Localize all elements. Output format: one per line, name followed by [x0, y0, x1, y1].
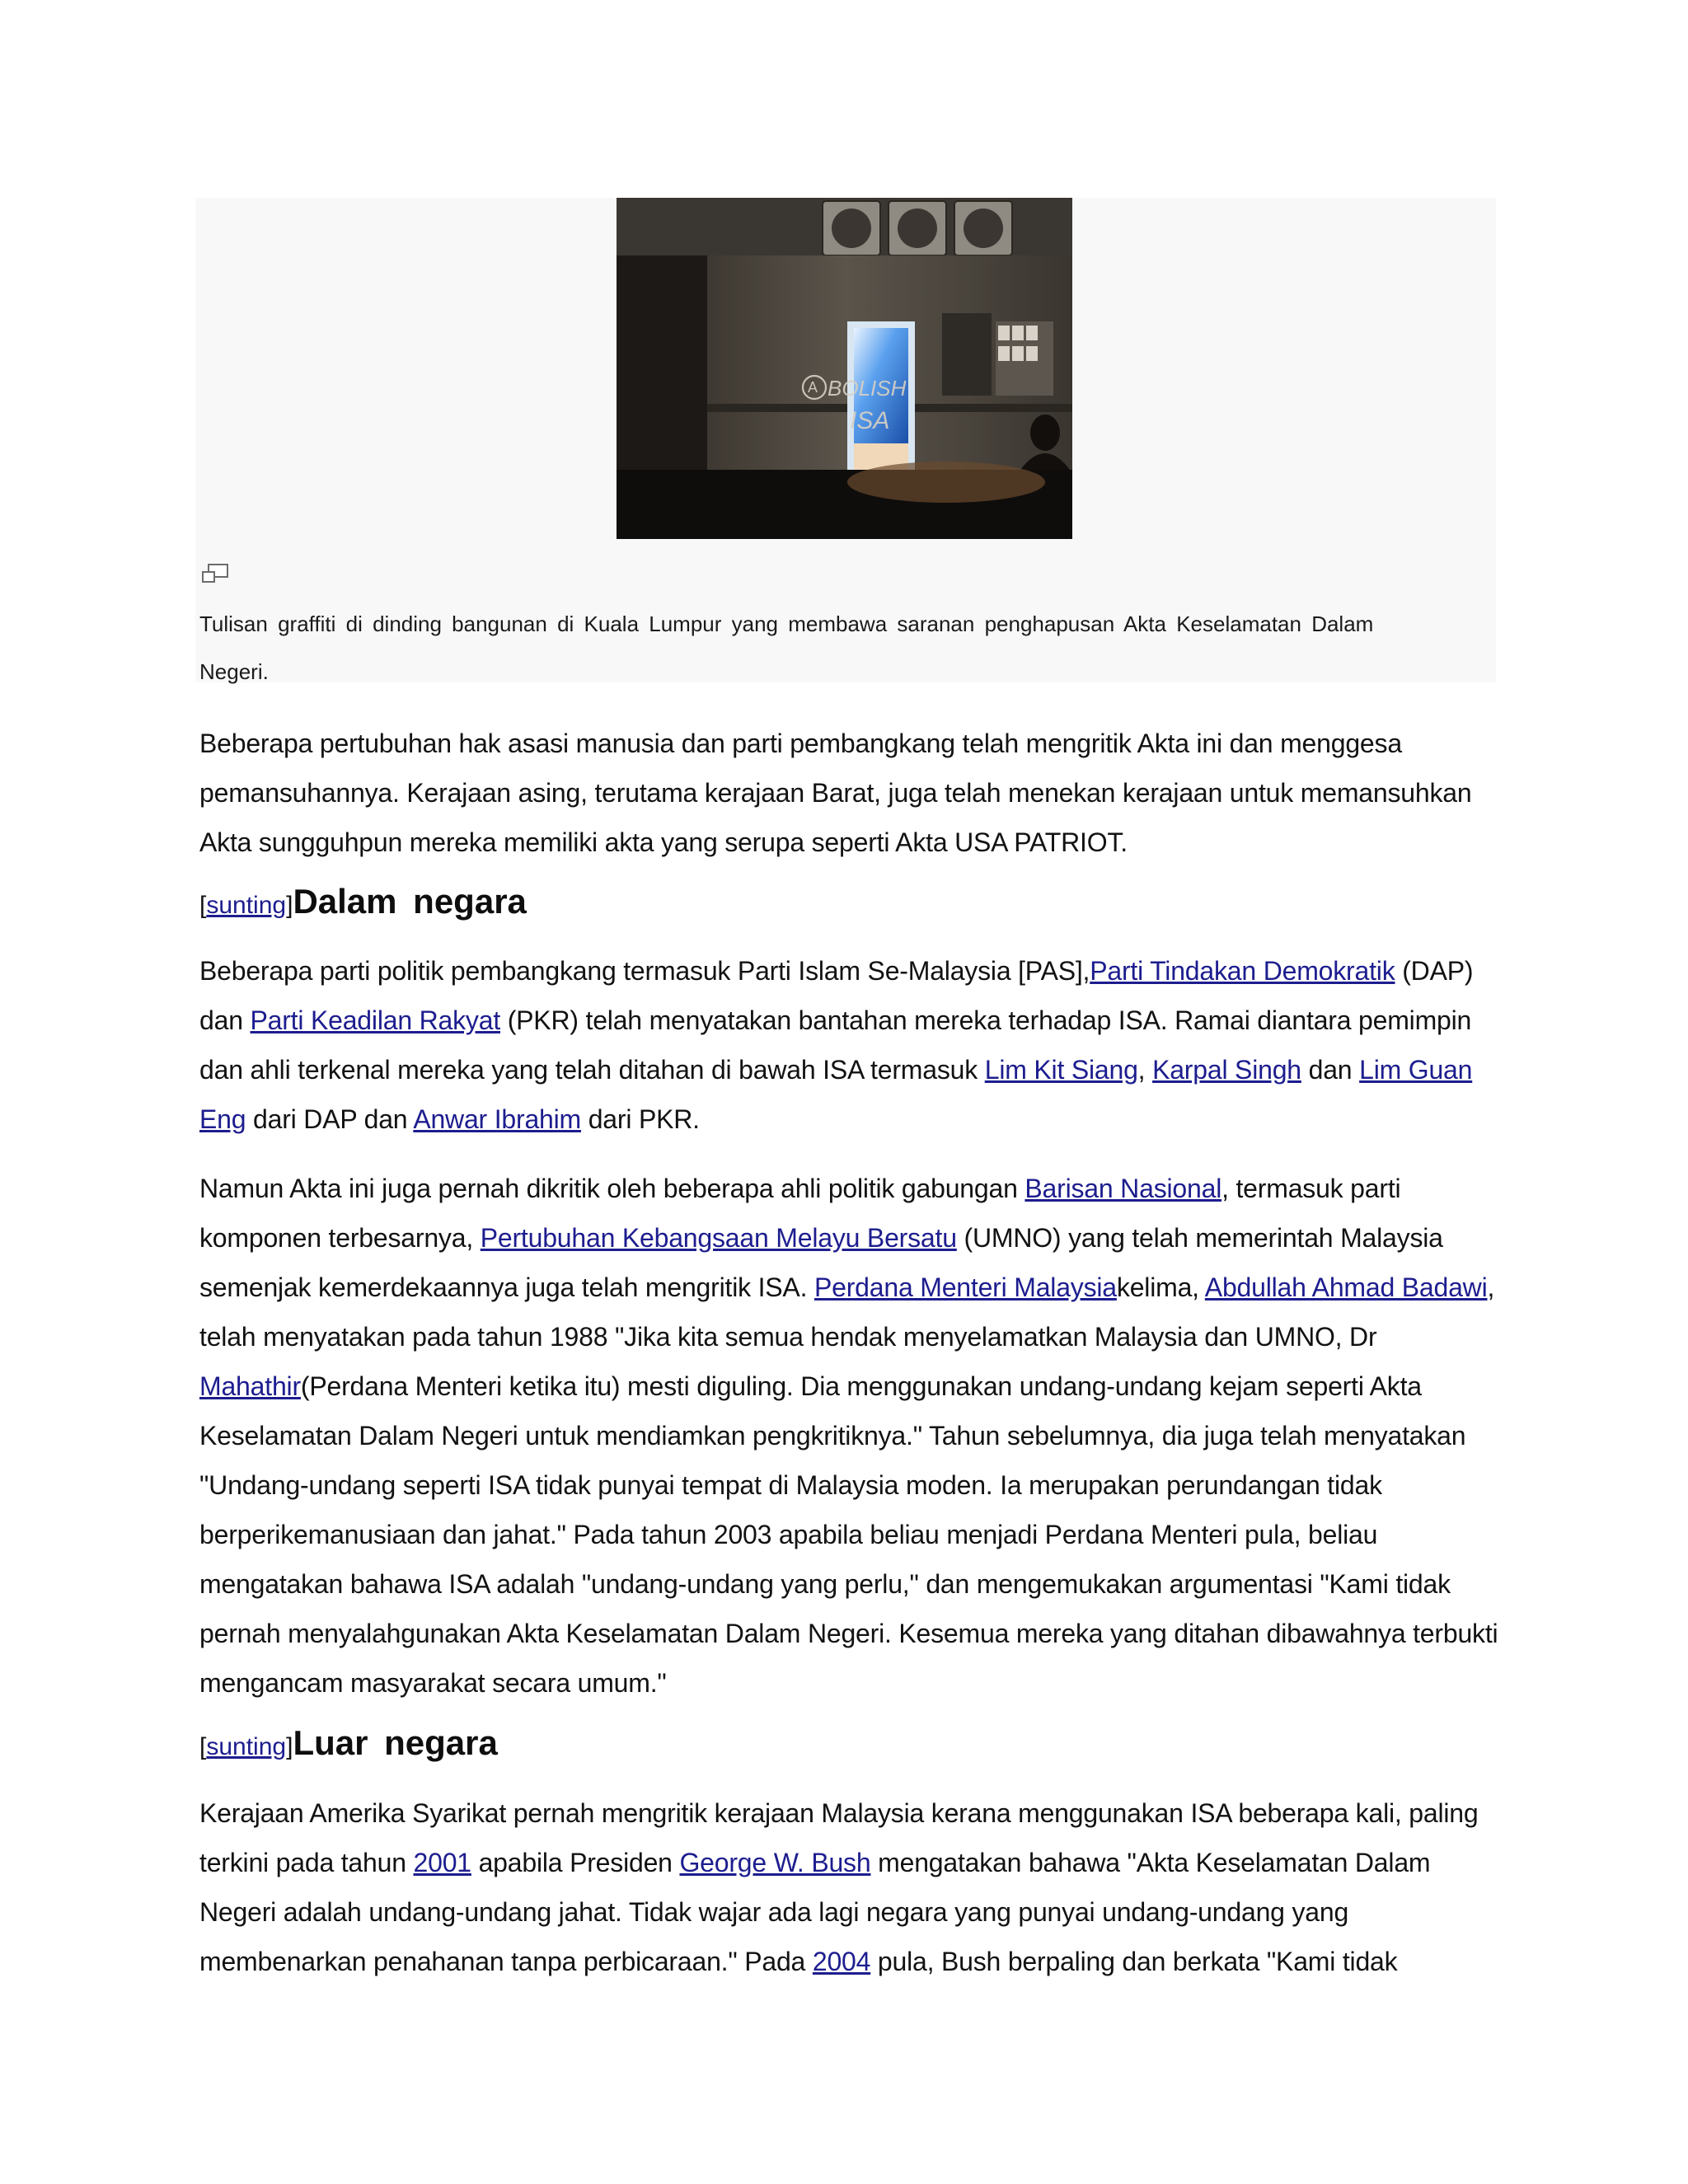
- edit-link-wrapper: [sunting]: [199, 892, 293, 919]
- link-umno[interactable]: Pertubuhan Kebangsaan Melayu Bersatu: [480, 1223, 957, 1253]
- enlarge-icon[interactable]: [201, 563, 229, 584]
- link-lim-guan-eng[interactable]: Lim Guan Eng: [199, 1055, 1473, 1134]
- graffiti-photo[interactable]: [617, 198, 1072, 539]
- link-2004[interactable]: 2004: [812, 1947, 871, 1976]
- link-lim-kit-siang[interactable]: Lim Kit Siang: [984, 1055, 1138, 1085]
- section-title: Dalam negara: [293, 882, 527, 921]
- edit-link-wrapper: [sunting]: [199, 1733, 293, 1760]
- link-barisan-nasional[interactable]: Barisan Nasional: [1025, 1174, 1222, 1203]
- image-caption: Tulisan graffiti di dinding bangunan di Kuala Lumpur yang membawa saranan penghapusan Akta Keselamatan Dalam Negeri.: [199, 612, 1374, 684]
- section-heading-dalam-negara: [199, 877, 527, 932]
- section-heading-luar-negara: [199, 1718, 498, 1774]
- link-abdullah-ahmad-badawi[interactable]: Abdullah Ahmad Badawi: [1204, 1272, 1488, 1302]
- edit-link[interactable]: sunting: [206, 1733, 287, 1760]
- link-parti-keadilan-rakyat[interactable]: Parti Keadilan Rakyat: [250, 1005, 501, 1035]
- edit-link[interactable]: sunting: [206, 892, 287, 919]
- paragraph-opposition: Beberapa parti politik pembangkang termasuk Parti Islam Se-Malaysia [PAS],Parti Tindakan Demokratik (DAP) dan Parti Keadilan Rakyat (PKR) telah menyatakan bantahan mereka terhadap ISA. Ramai diantara pemimpin dan ahli terkenal mereka yang telah ditahan di bawah ISA termasuk Lim Kit Siang, Karpal Singh dan Lim Guan Eng dari DAP dan Anwar Ibrahim dari PKR.: [199, 956, 1474, 1134]
- image-figure: [195, 198, 1496, 682]
- link-2001[interactable]: 2001: [413, 1848, 471, 1877]
- link-karpal-singh[interactable]: Karpal Singh: [1152, 1055, 1301, 1085]
- link-perdana-menteri-malaysia[interactable]: Perdana Menteri Malaysia: [814, 1272, 1117, 1302]
- paragraph-us-criticism: Kerajaan Amerika Syarikat pernah mengritik kerajaan Malaysia kerana menggunakan ISA beberapa kali, paling terkini pada tahun 2001 apabila Presiden George W. Bush mengatakan bahawa "Akta Keselamatan Dalam Negeri adalah undang-undang jahat. Tidak wajar ada lagi negara yang punyai undang-undang yang membenarkan penahanan tanpa perbicaraan." Pada 2004 pula, Bush berpaling dan berkata "Kami tidak: [199, 1798, 1479, 1976]
- svg-text:ISA: ISA: [850, 407, 890, 434]
- graffiti-photo-drawing: [617, 198, 1072, 539]
- svg-text:BOLISH: BOLISH: [828, 376, 907, 401]
- section-title: Luar negara: [293, 1723, 498, 1762]
- link-parti-tindakan-demokratik[interactable]: Parti Tindakan Demokratik: [1090, 956, 1395, 986]
- intro-paragraph: Beberapa pertubuhan hak asasi manusia dan parti pembangkang telah mengritik Akta ini dan menggesa pemansuhannya. Kerajaan asing, terutama kerajaan Barat, juga telah menekan kerajaan untuk memansuhkan Akta sungguhpun mereka memiliki akta yang serupa seperti Akta USA PATRIOT.: [199, 729, 1472, 857]
- link-anwar-ibrahim[interactable]: Anwar Ibrahim: [413, 1104, 582, 1134]
- paragraph-barisan-nasional: Namun Akta ini juga pernah dikritik oleh beberapa ahli politik gabungan Barisan Nasional, termasuk parti komponen terbesarnya, Pertubuhan Kebangsaan Melayu Bersatu (UMNO) yang telah memerintah Malaysia semenjak kemerdekaannya juga telah mengritik ISA. Perdana Menteri Malaysiakelima, Abdullah Ahmad Badawi, telah menyatakan pada tahun 1988 "Jika kita semua hendak menyelamatkan Malaysia dan UMNO, Dr Mahathir(Perdana Menteri ketika itu) mesti diguling. Dia menggunakan undang-undang kejam seperti Akta Keselamatan Dalam Negeri untuk mendiamkan pengkritiknya." Tahun sebelumnya, dia juga telah menyatakan "Undang-undang seperti ISA tidak punyai tempat di Malaysia moden. Ia merupakan perundangan tidak berperikemanusiaan dan jahat." Pada tahun 2003 apabila beliau menjadi Perdana Menteri pula, beliau mengatakan bahawa ISA adalah "undang-undang yang perlu," dan mengemukakan argumentasi "Kami tidak pernah menyalahgunakan Akta Keselamatan Dalam Negeri. Kesemua mereka yang ditahan dibawahnya terbukti mengancam masyarakat secara umum.": [199, 1174, 1498, 1698]
- link-mahathir[interactable]: Mahathir: [199, 1371, 301, 1401]
- svg-text:A: A: [808, 379, 818, 396]
- link-george-w-bush[interactable]: George W. Bush: [679, 1848, 871, 1877]
